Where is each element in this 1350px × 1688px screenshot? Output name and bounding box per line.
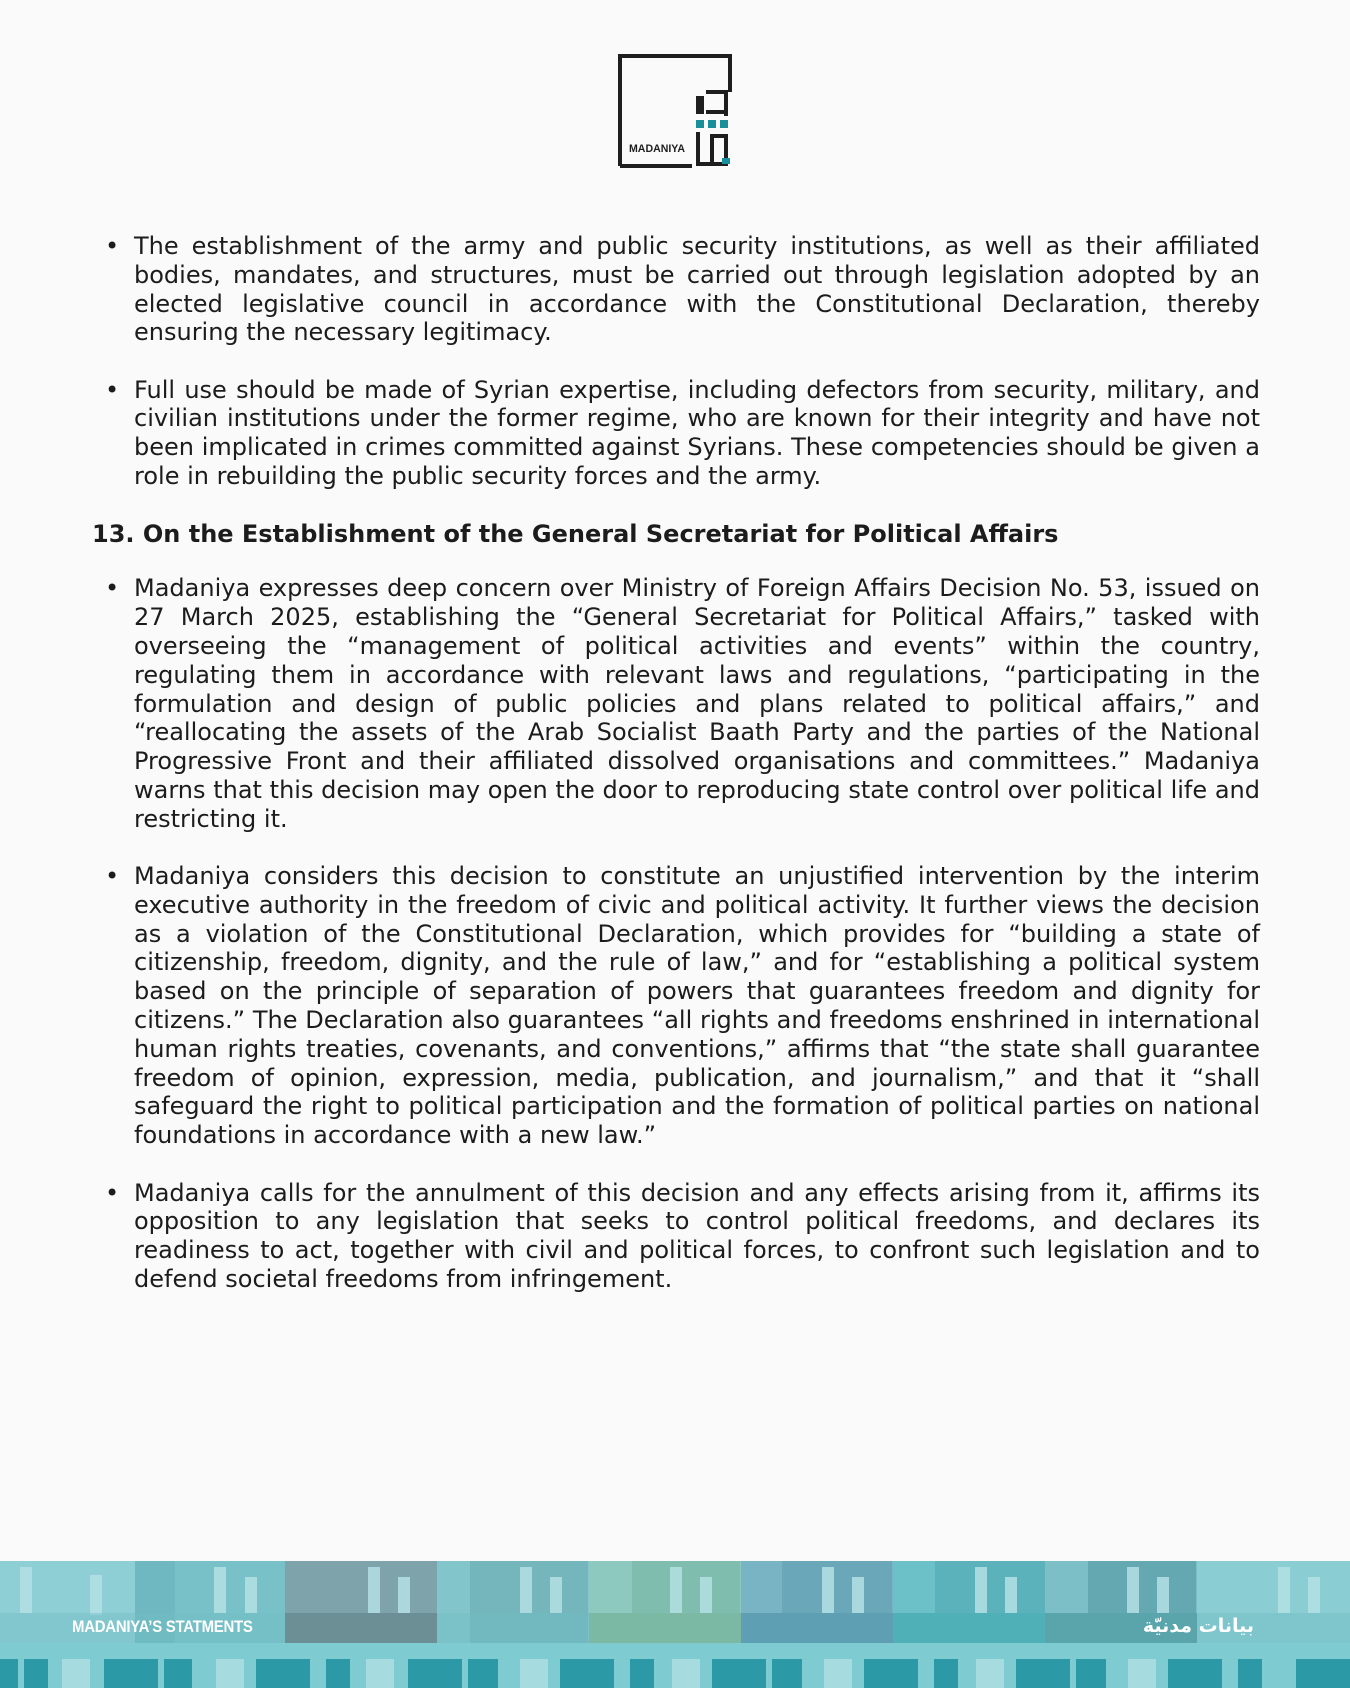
footer-left-label: MADANIYA’S STATMENTS (72, 1617, 253, 1636)
statement-body (92, 232, 1260, 1322)
bullet-list-top (92, 232, 1260, 491)
section-heading: 13. On the Establishment of the General Secretariat for Political Affairs (92, 520, 1059, 549)
bullet-item: • The establishment of the army and public security institutions, as well as their affiliated bodies, mandates, and structures, must be carried out through legislation adopted by an elected legislative council in accordance with the Constitutional Declaration, thereby ensuring the necessary legitimacy. (92, 232, 1260, 347)
footer-right-label: بيانات مدنيّة (1142, 1615, 1254, 1637)
madaniya-logo (618, 54, 732, 168)
bullet-item: • Madaniya calls for the annulment of this decision and any effects arising from it, affirms its opposition to any legislation that seeks to control political freedoms, and declares its readiness to act, together with civil and political forces, to confront such legislation and to defend societal freedoms from infringement. (92, 1179, 1260, 1294)
logo-wordmark: MADANIYA (629, 143, 686, 155)
bullet-item: • Madaniya considers this decision to constitute an unjustified intervention by the interim executive authority in the freedom of civic and political activity. It further views the decision as a violation of the Constitutional Declaration, which provides for “building a state of citizenship, freedom, dignity, and the rule of law,” and for “establishing a political system based on the principle of separation of powers that guarantees freedom and dignity for citizens.” The Declaration also guarantees “all rights and freedoms enshrined in international human rights treaties, covenants, and conventions,” affirms that “the state shall guarantee freedom of opinion, expression, media, publication, and journalism,” and that it “shall safeguard the right to political participation and the formation of political parties on national foundations in accordance with a new law.” (92, 862, 1260, 1150)
bullet-item: • Madaniya expresses deep concern over Ministry of Foreign Affairs Decision No. 53, issued on 27 March 2025, establishing the “General Secretariat for Political Affairs,” tasked with overseeing the “management of political activities and events” within the country, regulating them in accordance with relevant laws and regulations, “participating in the formulation and design of public policies and plans related to political affairs,” and “reallocating the assets of the Arab Socialist Baath Party and the parties of the National Progressive Front and their affiliated dissolved organisations and committees.” Madaniya warns that this decision may open the door to reproducing state control over political life and restricting it. (92, 574, 1260, 833)
footer-band (0, 1561, 1350, 1688)
bullet-list-section (92, 574, 1260, 1293)
bullet-item: • Full use should be made of Syrian expertise, including defectors from security, military, and civilian institutions under the former regime, who are known for their integrity and have not been implicated in crimes committed against Syrians. These competencies should be given a role in rebuilding the public security forces and the army. (92, 376, 1260, 491)
